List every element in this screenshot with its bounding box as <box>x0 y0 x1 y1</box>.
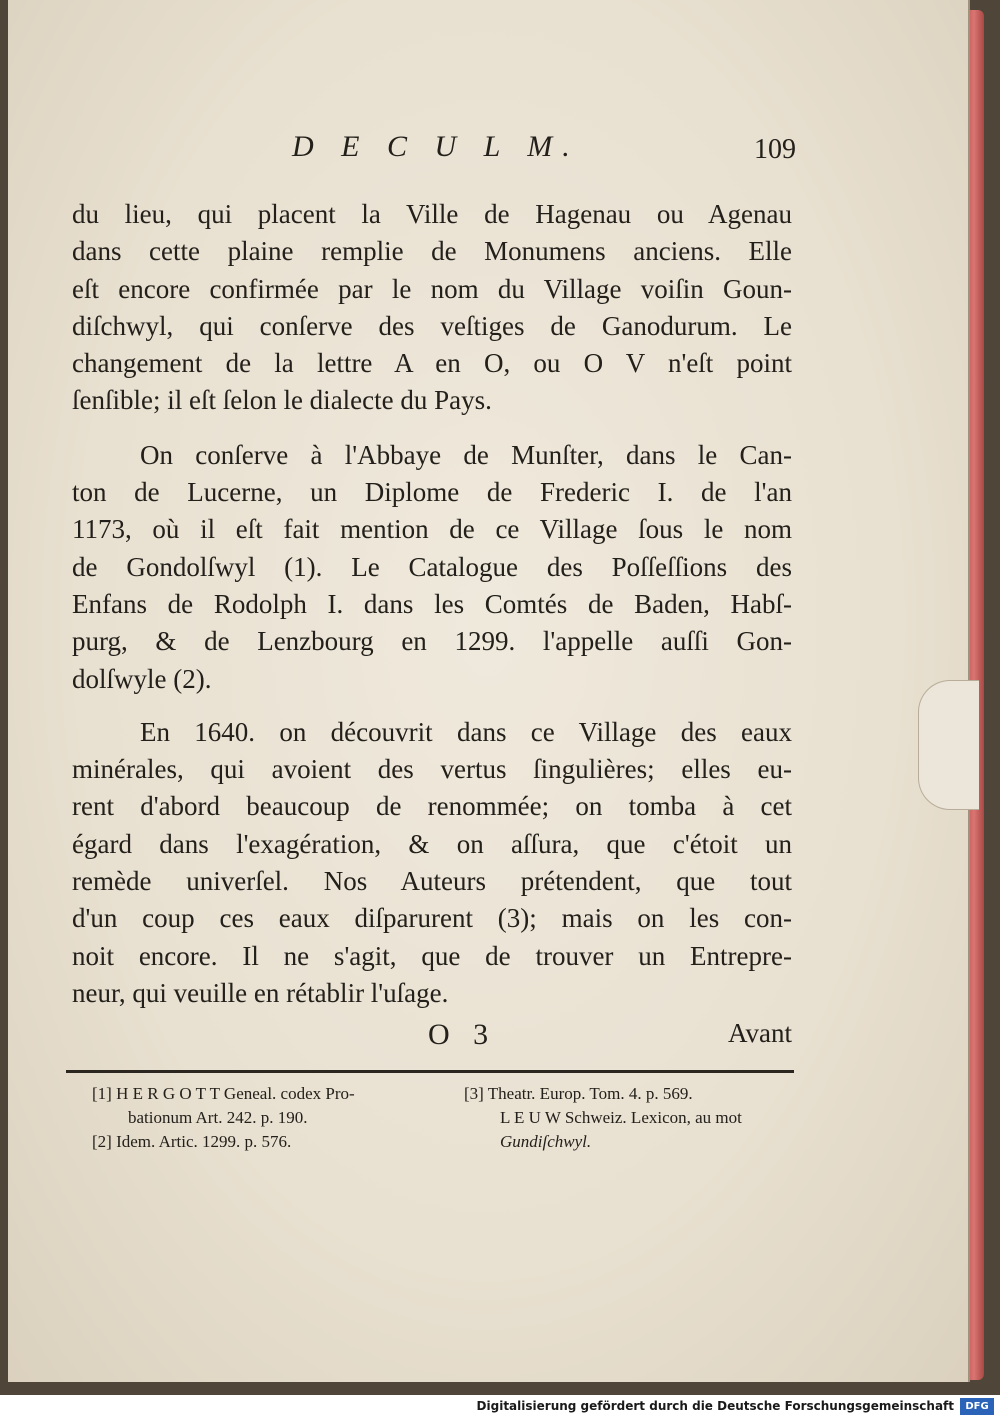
paragraph-2 <box>72 437 792 698</box>
page-content <box>72 130 796 1152</box>
signature-row <box>72 1018 792 1064</box>
footnote-line: L E U W Schweiz. Lexicon, au mot <box>500 1108 742 1128</box>
text-line: rent d'abord beaucoup de renommée; on tomba à cet <box>72 791 792 822</box>
text-line: dolſwyle (2). <box>72 663 212 694</box>
paragraph-3 <box>72 714 792 1012</box>
bookmark-tab <box>918 680 979 810</box>
footnote-line: bationum Art. 242. p. 190. <box>128 1108 308 1128</box>
text-line: 1173, où il eſt fait mention de ce Village ſous le nom <box>72 514 792 545</box>
text-line: remède univerſel. Nos Auteurs prétendent, que tout <box>72 866 792 897</box>
text-line: minérales, qui avoient des vertus ſingulières; elles eu- <box>72 754 792 785</box>
text-line: neur, qui veuille en rétablir l'uſage. <box>72 977 449 1008</box>
footnotes-left-column <box>92 1082 432 1154</box>
dfg-logo: DFG <box>960 1398 994 1415</box>
text-line: de Gondolſwyl (1). Le Catalogue des Poſſeſſions des <box>72 551 792 582</box>
text-line: dans cette plaine remplie de Monumens anciens. Elle <box>72 236 792 267</box>
running-head <box>72 130 796 178</box>
footnote-line: [1] H E R G O T T Geneal. codex Pro- <box>92 1084 355 1104</box>
text-line: changement de la lettre A en O, ou O V n'eſt point <box>72 348 792 379</box>
text-line: ſenſible; il eſt ſelon le dialecte du Pays. <box>72 385 492 416</box>
footnote-line: Gundiſchwyl. <box>500 1132 592 1152</box>
text-line: noit encore. Il ne s'agit, que de trouver un Entrepre- <box>72 940 792 971</box>
running-title: D E C U L M. <box>292 130 580 163</box>
text-line: Enfans de Rodolph I. dans les Comtés de Baden, Habſ- <box>72 588 792 619</box>
text-line: On conſerve à l'Abbaye de Munſter, dans le Can- <box>140 439 792 470</box>
text-line: eſt encore confirmée par le nom du Village voiſin Goun- <box>72 273 792 304</box>
footer-credit: Digitalisierung gefördert durch die Deutsche Forschungsgemeinschaft <box>476 1399 954 1413</box>
paragraph-1 <box>72 196 792 420</box>
catchword: Avant <box>728 1018 792 1049</box>
text-line: diſchwyl, qui conſerve des veſtiges de Ganodurum. Le <box>72 310 792 341</box>
signature-mark: O 3 <box>428 1018 497 1052</box>
text-line: du lieu, qui placent la Ville de Hagenau ou Agenau <box>72 199 792 229</box>
footnote-rule <box>66 1070 794 1073</box>
footnotes-right-column <box>464 1082 804 1154</box>
footnote-line: [3] Theatr. Europ. Tom. 4. p. 569. <box>464 1084 693 1104</box>
text-line: En 1640. on découvrit dans ce Village des eaux <box>140 716 792 747</box>
digitization-footer <box>0 1395 1000 1420</box>
page-number: 109 <box>754 134 796 165</box>
footnote-line: [2] Idem. Artic. 1299. p. 576. <box>92 1132 292 1152</box>
text-line: égard dans l'exagération, & on aſſura, que c'étoit un <box>72 828 792 859</box>
text-line: ton de Lucerne, un Diplome de Frederic I. de l'an <box>72 477 792 508</box>
text-line: purg, & de Lenzbourg en 1299. l'appelle auſſi Gon- <box>72 626 792 657</box>
text-line: d'un coup ces eaux diſparurent (3); mais on les con- <box>72 903 792 934</box>
